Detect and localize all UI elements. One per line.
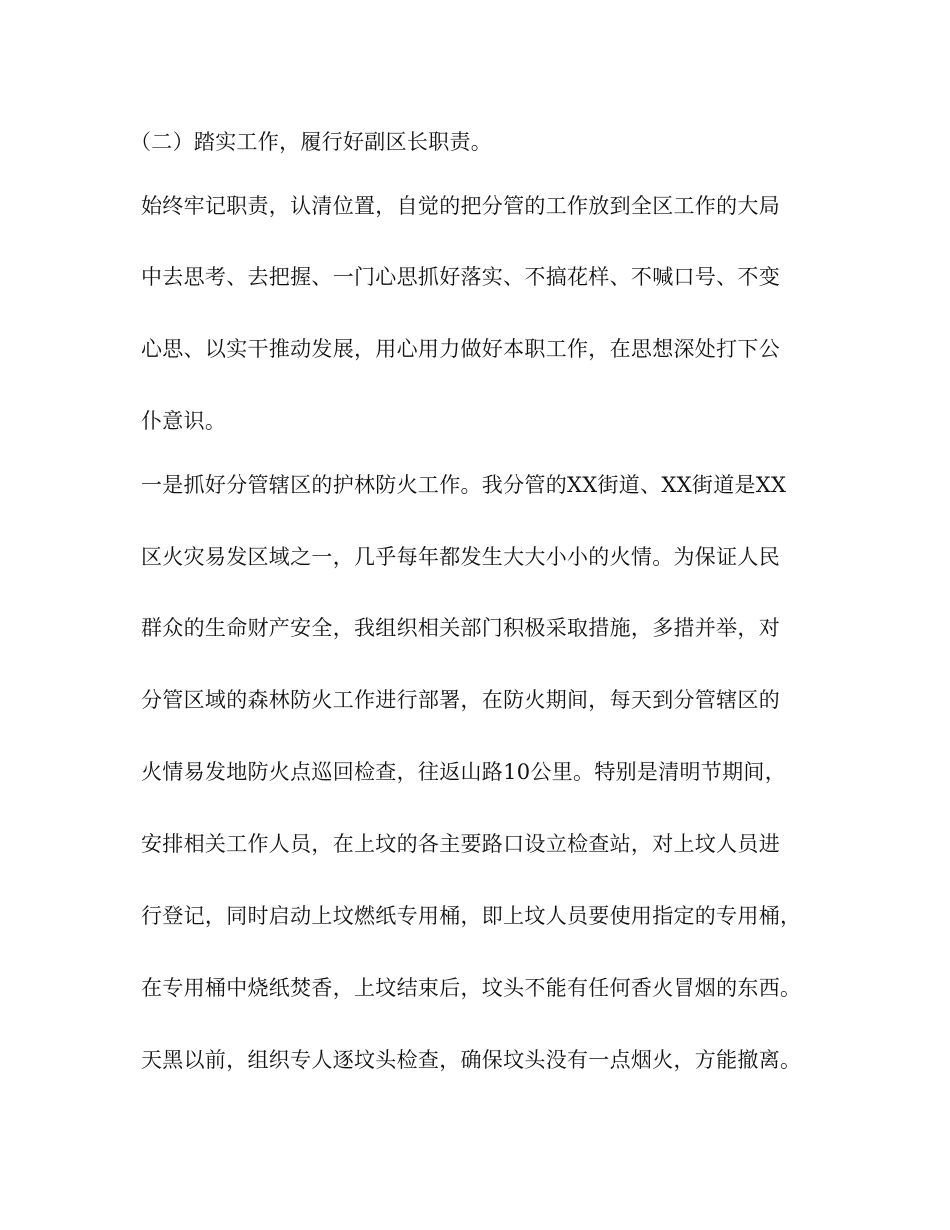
- paragraph-2-line-5: 火情易发地防火点巡回检查，往返山路10公里。特别是清明节期间，: [141, 760, 787, 784]
- paragraph-2-line-7: 行登记，同时启动上坟燃纸专用桶，即上坟人员要使用指定的专用桶，: [141, 904, 802, 928]
- paragraph-1-line-2: 中去思考、去把握、一门心思抓好落实、不搞花样、不喊口号、不变: [141, 265, 780, 289]
- paragraph-2-line-4: 分管区域的森林防火工作进行部署，在防火期间，每天到分管辖区的: [141, 688, 780, 712]
- paragraph-1-line-3: 心思、以实干推动发展，用心用力做好本职工作，在思想深处打下公: [141, 337, 780, 361]
- paragraph-2-line-8: 在专用桶中烧纸焚香，上坟结束后，坟头不能有任何香火冒烟的东西。: [141, 976, 802, 1000]
- paragraph-1-line-4: 仆意识。: [141, 409, 227, 433]
- paragraph-1-line-1: 始终牢记职责，认清位置，自觉的把分管的工作放到全区工作的大局: [141, 194, 780, 218]
- paragraph-2-line-3: 群众的生命财产安全，我组织相关部门积极采取措施，多措并举，对: [141, 616, 780, 640]
- paragraph-2-line-1: 一是抓好分管辖区的护林防火工作。我分管的XX街道、XX街道是XX: [141, 473, 787, 497]
- section-heading: （二）踏实工作，履行好副区长职责。: [130, 130, 493, 154]
- paragraph-2-line-6: 安排相关工作人员，在上坟的各主要路口设立检查站，对上坟人员进: [141, 832, 780, 856]
- paragraph-2-line-2: 区火灾易发区域之一，几乎每年都发生大大小小的火情。为保证人民: [141, 545, 780, 569]
- paragraph-2-line-9: 天黑以前，组织专人逐坟头检查，确保坟头没有一点烟火，方能撤离。: [141, 1048, 802, 1072]
